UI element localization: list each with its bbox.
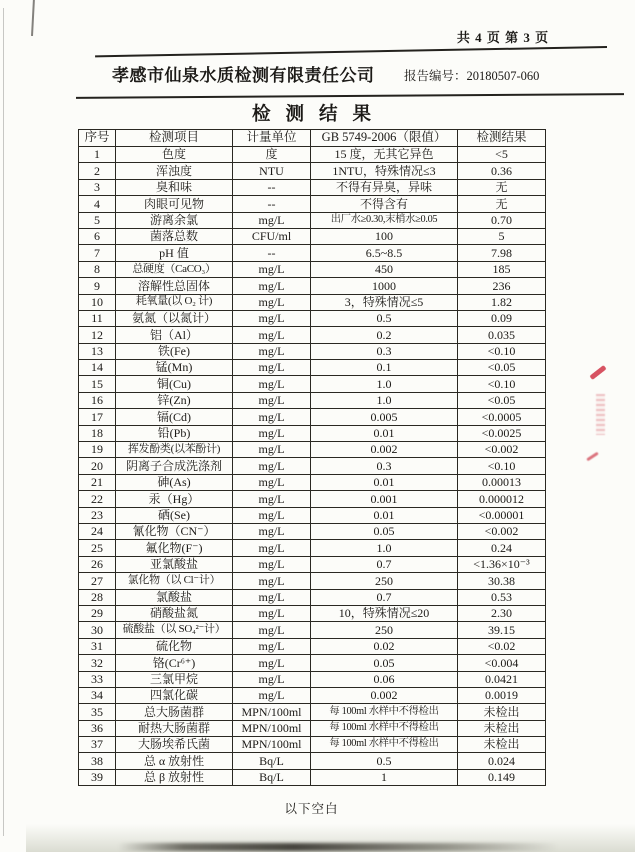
cell-item: 肉眼可见物 [116, 196, 233, 212]
cell-item: pH 值 [116, 245, 233, 261]
cell-item: 硝酸盐氮 [116, 605, 233, 621]
cell-seq: 3 [79, 179, 116, 195]
cell-item: 氨氮（以氮计） [116, 310, 233, 326]
cell-result: 0.0019 [458, 687, 546, 703]
cell-seq: 26 [79, 556, 116, 572]
table-row [79, 147, 546, 163]
cell-seq: 14 [79, 360, 116, 376]
cell-limit: 每 100ml 水样中不得检出 [311, 737, 458, 753]
cell-result: <5 [458, 147, 546, 163]
cell-result: 无 [458, 179, 546, 195]
cell-item: 铬(Cr⁶⁺) [116, 655, 233, 671]
cell-limit: 0.02 [311, 638, 458, 654]
cell-limit: 0.7 [311, 589, 458, 605]
cell-limit: 0.01 [311, 474, 458, 490]
cell-seq: 33 [79, 671, 116, 687]
cell-limit: 1.0 [311, 540, 458, 556]
table-row [79, 671, 546, 687]
table-row [79, 261, 546, 277]
cell-result: <0.10 [458, 376, 546, 392]
table-row [79, 360, 546, 376]
cell-seq: 39 [79, 769, 116, 785]
cell-result: 1.82 [458, 294, 546, 310]
cell-unit: mg/L [233, 556, 311, 572]
table-row [79, 278, 546, 294]
cell-item: 铅(Pb) [116, 425, 233, 441]
cell-item: 浑浊度 [116, 163, 233, 179]
cell-limit: 0.06 [311, 671, 458, 687]
cell-result: 185 [458, 261, 546, 277]
cell-seq: 7 [79, 245, 116, 261]
scan-edge-artifact [3, 8, 4, 836]
cell-seq: 22 [79, 491, 116, 507]
cell-item: 挥发酚类(以苯酚计) [116, 442, 233, 458]
cell-limit: 1 [311, 769, 458, 785]
cell-limit: 每 100ml 水样中不得检出 [311, 704, 458, 720]
table-row [79, 556, 546, 572]
table-row [79, 720, 546, 736]
cell-result: <0.05 [458, 360, 546, 376]
cell-seq: 16 [79, 392, 116, 408]
table-row [79, 507, 546, 523]
cell-limit: 0.05 [311, 655, 458, 671]
cell-unit: mg/L [233, 327, 311, 343]
table-row [79, 753, 546, 769]
company-name: 孝感市仙泉水质检测有限责任公司 [112, 66, 375, 85]
cell-unit: mg/L [233, 376, 311, 392]
cell-item: 氯化物（以 Cl⁻计） [116, 573, 233, 589]
header-rule-top [95, 46, 607, 57]
cell-result: 5 [458, 228, 546, 244]
cell-unit: MPN/100ml [233, 737, 311, 753]
cell-limit: 0.3 [311, 343, 458, 359]
cell-item: 总大肠菌群 [116, 704, 233, 720]
cell-unit: mg/L [233, 212, 311, 228]
cell-seq: 36 [79, 720, 116, 736]
cell-item: 色度 [116, 147, 233, 163]
cell-result: <0.10 [458, 458, 546, 474]
cell-result: 2.30 [458, 605, 546, 621]
cell-item: 氯酸盐 [116, 589, 233, 605]
cell-result: 0.70 [458, 212, 546, 228]
table-row [79, 704, 546, 720]
cell-limit: 250 [311, 622, 458, 638]
cell-seq: 30 [79, 622, 116, 638]
cell-seq: 32 [79, 655, 116, 671]
cell-seq: 29 [79, 605, 116, 621]
cell-limit: 不得有异臭，异味 [311, 179, 458, 195]
cell-unit: -- [233, 179, 311, 195]
cell-seq: 15 [79, 376, 116, 392]
cell-unit: MPN/100ml [233, 704, 311, 720]
cell-item: 总 β 放射性 [116, 769, 233, 785]
cell-result: 0.000012 [458, 491, 546, 507]
cell-limit: 6.5~8.5 [311, 245, 458, 261]
cell-limit: 0.05 [311, 523, 458, 539]
table-row [79, 343, 546, 359]
cell-item: 臭和味 [116, 179, 233, 195]
cell-unit: mg/L [233, 442, 311, 458]
cell-result: <1.36×10⁻³ [458, 556, 546, 572]
table-row [79, 769, 546, 785]
scan-bottom-shadow [118, 843, 558, 851]
table-row [79, 589, 546, 605]
cell-result: 未检出 [458, 737, 546, 753]
blank-below-note: 以下空白 [284, 802, 339, 816]
cell-seq: 20 [79, 458, 116, 474]
table-row [79, 425, 546, 441]
cell-result: <0.00001 [458, 507, 546, 523]
cell-unit: Bq/L [233, 753, 311, 769]
cell-limit: 0.005 [311, 409, 458, 425]
cell-limit: 0.5 [311, 753, 458, 769]
cell-limit: 1.0 [311, 392, 458, 408]
cell-limit: 0.1 [311, 360, 458, 376]
cell-result: <0.004 [458, 655, 546, 671]
document-title: 检测结果 [251, 103, 386, 124]
cell-item: 锰(Mn) [116, 360, 233, 376]
cell-item: 大肠埃希氏菌 [116, 737, 233, 753]
cell-unit: mg/L [233, 622, 311, 638]
cell-limit: 1000 [311, 278, 458, 294]
cell-limit: 0.002 [311, 687, 458, 703]
table-row [79, 228, 546, 244]
cell-result: 0.00013 [458, 474, 546, 490]
cell-unit: NTU [233, 163, 311, 179]
cell-limit: 0.5 [311, 310, 458, 326]
column-header-limit: GB 5749-2006（限值） [311, 130, 458, 147]
cell-result: 0.53 [458, 589, 546, 605]
cell-item: 硫酸盐（以 SO₄²⁻计） [116, 622, 233, 638]
cell-unit: mg/L [233, 343, 311, 359]
cell-item: 锌(Zn) [116, 392, 233, 408]
table-row [79, 442, 546, 458]
table-row [79, 655, 546, 671]
cell-unit: mg/L [233, 655, 311, 671]
cell-unit: mg/L [233, 458, 311, 474]
cell-seq: 8 [79, 261, 116, 277]
cell-seq: 34 [79, 687, 116, 703]
table-row [79, 392, 546, 408]
cell-limit: 0.2 [311, 327, 458, 343]
cell-result: 未检出 [458, 704, 546, 720]
cell-result: 无 [458, 196, 546, 212]
cell-result: 0.24 [458, 540, 546, 556]
cell-result: 0.024 [458, 753, 546, 769]
cell-limit: 0.001 [311, 491, 458, 507]
table-row [79, 409, 546, 425]
cell-item: 菌落总数 [116, 228, 233, 244]
cell-seq: 4 [79, 196, 116, 212]
results-header-row [79, 130, 546, 147]
table-row [79, 474, 546, 490]
cell-item: 铜(Cu) [116, 376, 233, 392]
cell-item: 硒(Se) [116, 507, 233, 523]
cell-unit: mg/L [233, 425, 311, 441]
cell-seq: 5 [79, 212, 116, 228]
cell-result: <0.002 [458, 523, 546, 539]
cell-item: 四氯化碳 [116, 687, 233, 703]
results-table [78, 129, 546, 786]
cell-limit: 0.7 [311, 556, 458, 572]
cell-item: 氟化物(F⁻) [116, 540, 233, 556]
cell-item: 游离余氯 [116, 212, 233, 228]
cell-limit: 1NTU，特殊情况≤3 [311, 163, 458, 179]
cell-seq: 17 [79, 409, 116, 425]
cell-seq: 24 [79, 523, 116, 539]
cell-seq: 21 [79, 474, 116, 490]
cell-unit: mg/L [233, 523, 311, 539]
cell-unit: -- [233, 245, 311, 261]
cell-item: 铝（Al） [116, 327, 233, 343]
report-number-label: 报告编号： [404, 69, 467, 83]
cell-seq: 19 [79, 442, 116, 458]
cell-seq: 23 [79, 507, 116, 523]
cell-item: 耐热大肠菌群 [116, 720, 233, 736]
red-stamp-text-fragment [596, 394, 605, 435]
cell-unit: mg/L [233, 310, 311, 326]
cell-unit: CFU/ml [233, 228, 311, 244]
column-header-unit: 计量单位 [233, 130, 311, 147]
cell-item: 硫化物 [116, 638, 233, 654]
cell-limit: 10，特殊情况≤20 [311, 605, 458, 621]
cell-result: 236 [458, 278, 546, 294]
cell-unit: MPN/100ml [233, 720, 311, 736]
cell-seq: 31 [79, 638, 116, 654]
cell-result: <0.0005 [458, 409, 546, 425]
cell-unit: Bq/L [233, 769, 311, 785]
cell-seq: 18 [79, 425, 116, 441]
cell-unit: mg/L [233, 278, 311, 294]
cell-seq: 28 [79, 589, 116, 605]
cell-limit: 不得含有 [311, 196, 458, 212]
table-row [79, 605, 546, 621]
cell-unit: mg/L [233, 687, 311, 703]
table-row [79, 179, 546, 195]
cell-limit: 15 度，无其它异色 [311, 147, 458, 163]
cell-unit: mg/L [233, 507, 311, 523]
cell-unit: -- [233, 196, 311, 212]
cell-unit: mg/L [233, 671, 311, 687]
column-header-item: 检测项目 [116, 130, 233, 147]
cell-result: <0.02 [458, 638, 546, 654]
cell-result: 30.38 [458, 573, 546, 589]
cell-seq: 1 [79, 147, 116, 163]
cell-item: 阴离子合成洗涤剂 [116, 458, 233, 474]
cell-item: 三氯甲烷 [116, 671, 233, 687]
table-row [79, 638, 546, 654]
table-row [79, 573, 546, 589]
table-row [79, 491, 546, 507]
table-row [79, 294, 546, 310]
cell-seq: 6 [79, 228, 116, 244]
cell-item: 铁(Fe) [116, 343, 233, 359]
cell-item: 总硬度（CaCO₃） [116, 261, 233, 277]
cell-seq: 12 [79, 327, 116, 343]
cell-result: 7.98 [458, 245, 546, 261]
cell-unit: mg/L [233, 360, 311, 376]
cell-seq: 38 [79, 753, 116, 769]
cell-seq: 2 [79, 163, 116, 179]
header-rule-bottom [76, 93, 624, 99]
table-row [79, 458, 546, 474]
cell-result: 0.36 [458, 163, 546, 179]
cell-limit: 1.0 [311, 376, 458, 392]
cell-seq: 10 [79, 294, 116, 310]
cell-limit: 450 [311, 261, 458, 277]
cell-limit: 每 100ml 水样中不得检出 [311, 720, 458, 736]
cell-seq: 27 [79, 573, 116, 589]
table-row [79, 687, 546, 703]
cell-unit: mg/L [233, 605, 311, 621]
red-stamp-fragment-2-icon [586, 452, 599, 462]
cell-unit: mg/L [233, 474, 311, 490]
red-stamp-fragment-icon [589, 365, 606, 380]
scan-corner-artifact [31, 0, 35, 36]
report-number-value: 20180507-060 [466, 69, 540, 83]
cell-unit: 度 [233, 147, 311, 163]
cell-item: 氰化物（CN⁻） [116, 523, 233, 539]
cell-item: 总 α 放射性 [116, 753, 233, 769]
table-row [79, 327, 546, 343]
cell-result: <0.002 [458, 442, 546, 458]
cell-unit: mg/L [233, 294, 311, 310]
cell-unit: mg/L [233, 392, 311, 408]
table-row [79, 540, 546, 556]
cell-seq: 13 [79, 343, 116, 359]
cell-limit: 3，特殊情况≤5 [311, 294, 458, 310]
cell-item: 砷(As) [116, 474, 233, 490]
cell-result: 0.0421 [458, 671, 546, 687]
report-number [404, 66, 539, 84]
cell-item: 亚氯酸盐 [116, 556, 233, 572]
cell-result: <0.0025 [458, 425, 546, 441]
cell-limit: 0.01 [311, 425, 458, 441]
table-row [79, 196, 546, 212]
cell-limit: 100 [311, 228, 458, 244]
cell-unit: mg/L [233, 261, 311, 277]
cell-limit: 出厂水≥0.30,末梢水≥0.05 [311, 212, 458, 228]
cell-unit: mg/L [233, 409, 311, 425]
table-row [79, 737, 546, 753]
cell-limit: 0.01 [311, 507, 458, 523]
cell-limit: 0.3 [311, 458, 458, 474]
table-row [79, 163, 546, 179]
table-row [79, 212, 546, 228]
cell-result: <0.10 [458, 343, 546, 359]
cell-result: 未检出 [458, 720, 546, 736]
cell-result: 0.035 [458, 327, 546, 343]
cell-seq: 35 [79, 704, 116, 720]
cell-item: 汞（Hg） [116, 491, 233, 507]
table-row [79, 622, 546, 638]
table-row [79, 376, 546, 392]
cell-seq: 37 [79, 737, 116, 753]
cell-unit: mg/L [233, 638, 311, 654]
cell-unit: mg/L [233, 491, 311, 507]
cell-limit: 0.002 [311, 442, 458, 458]
cell-unit: mg/L [233, 540, 311, 556]
cell-unit: mg/L [233, 589, 311, 605]
column-header-seq: 序号 [79, 130, 116, 147]
cell-unit: mg/L [233, 573, 311, 589]
cell-result: <0.05 [458, 392, 546, 408]
cell-item: 溶解性总固体 [116, 278, 233, 294]
cell-item: 耗氧量(以 O₂ 计) [116, 294, 233, 310]
results-body [79, 147, 546, 786]
cell-seq: 9 [79, 278, 116, 294]
cell-result: 0.09 [458, 310, 546, 326]
cell-item: 镉(Cd) [116, 409, 233, 425]
page-number: 共 4 页 第 3 页 [456, 30, 550, 45]
cell-result: 0.149 [458, 769, 546, 785]
column-header-result: 检测结果 [458, 130, 546, 147]
table-row [79, 523, 546, 539]
cell-seq: 25 [79, 540, 116, 556]
table-row [79, 310, 546, 326]
cell-limit: 250 [311, 573, 458, 589]
table-row [79, 245, 546, 261]
cell-seq: 11 [79, 310, 116, 326]
cell-result: 39.15 [458, 622, 546, 638]
